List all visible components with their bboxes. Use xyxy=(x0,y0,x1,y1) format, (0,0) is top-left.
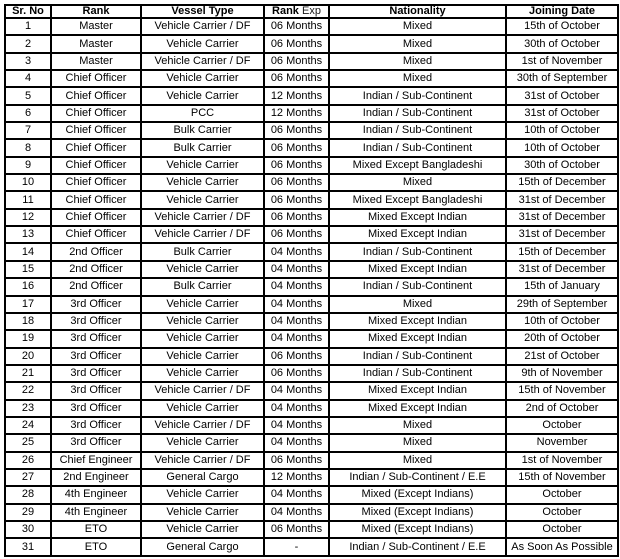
cell-vessel-type: Vehicle Carrier xyxy=(141,35,264,52)
column-header-label: Joining Date xyxy=(528,5,595,17)
cell-vessel-type: Vehicle Carrier xyxy=(141,296,264,313)
cell-joining-date: 31st of December xyxy=(506,226,618,243)
cell-joining-date: October xyxy=(506,521,618,538)
table-row xyxy=(5,243,618,260)
cell-rank-exp: 06 Months xyxy=(264,70,329,87)
cell-nationality: Mixed xyxy=(329,53,506,70)
column-header-label: Rank xyxy=(82,5,110,17)
cell-rank-exp: 06 Months xyxy=(264,365,329,382)
table-row xyxy=(5,87,618,104)
column-header-label: Vessel Type xyxy=(171,5,234,17)
cell-rank: 3rd Officer xyxy=(51,434,141,451)
cell-nationality: Mixed Except Bangladeshi xyxy=(329,157,506,174)
cell-joining-date: 2nd of October xyxy=(506,400,618,417)
cell-vessel-type: Vehicle Carrier / DF xyxy=(141,452,264,469)
cell-vessel-type: Bulk Carrier xyxy=(141,122,264,139)
cell-rank: 2nd Engineer xyxy=(51,469,141,486)
cell-joining-date: 20th of October xyxy=(506,330,618,347)
cell-joining-date: 15th of January xyxy=(506,278,618,295)
cell-rank: 2nd Officer xyxy=(51,243,141,260)
cell-sr-no: 22 xyxy=(5,382,51,399)
cell-joining-date: November xyxy=(506,434,618,451)
cell-sr-no: 29 xyxy=(5,504,51,521)
cell-rank: 2nd Officer xyxy=(51,261,141,278)
cell-rank: Chief Officer xyxy=(51,209,141,226)
cell-sr-no: 10 xyxy=(5,174,51,191)
cell-vessel-type: PCC xyxy=(141,105,264,122)
cell-rank-exp: 06 Months xyxy=(264,452,329,469)
cell-rank-exp: 06 Months xyxy=(264,174,329,191)
cell-joining-date: 31st of December xyxy=(506,209,618,226)
cell-rank: Chief Officer xyxy=(51,122,141,139)
cell-nationality: Indian / Sub-Continent xyxy=(329,105,506,122)
cell-vessel-type: Vehicle Carrier xyxy=(141,191,264,208)
cell-vessel-type: Vehicle Carrier xyxy=(141,261,264,278)
cell-sr-no: 8 xyxy=(5,139,51,156)
cell-rank-exp: 04 Months xyxy=(264,278,329,295)
cell-sr-no: 16 xyxy=(5,278,51,295)
table-row xyxy=(5,139,618,156)
cell-rank-exp: 04 Months xyxy=(264,382,329,399)
cell-nationality: Mixed Except Indian xyxy=(329,226,506,243)
cell-joining-date: 30th of October xyxy=(506,35,618,52)
cell-vessel-type: Bulk Carrier xyxy=(141,243,264,260)
cell-rank-exp: 04 Months xyxy=(264,296,329,313)
cell-joining-date: 15th of October xyxy=(506,18,618,35)
table-row xyxy=(5,191,618,208)
cell-vessel-type: Vehicle Carrier xyxy=(141,400,264,417)
cell-joining-date: 1st of November xyxy=(506,53,618,70)
cell-vessel-type: Bulk Carrier xyxy=(141,139,264,156)
table-row xyxy=(5,400,618,417)
cell-rank-exp: 04 Months xyxy=(264,417,329,434)
cell-rank: ETO xyxy=(51,538,141,556)
cell-rank-exp: 06 Months xyxy=(264,18,329,35)
cell-rank-exp: 12 Months xyxy=(264,87,329,104)
cell-rank: Chief Officer xyxy=(51,191,141,208)
cell-sr-no: 5 xyxy=(5,87,51,104)
cell-nationality: Indian / Sub-Continent xyxy=(329,87,506,104)
cell-sr-no: 11 xyxy=(5,191,51,208)
cell-rank: Chief Officer xyxy=(51,105,141,122)
cell-joining-date: 15th of November xyxy=(506,382,618,399)
cell-vessel-type: Vehicle Carrier xyxy=(141,365,264,382)
cell-vessel-type: Vehicle Carrier xyxy=(141,70,264,87)
cell-nationality: Mixed Except Indian xyxy=(329,330,506,347)
cell-vessel-type: Vehicle Carrier xyxy=(141,174,264,191)
cell-joining-date: 30th of September xyxy=(506,70,618,87)
cell-nationality: Mixed xyxy=(329,70,506,87)
cell-rank: ETO xyxy=(51,521,141,538)
table-row xyxy=(5,278,618,295)
cell-vessel-type: General Cargo xyxy=(141,469,264,486)
table-row xyxy=(5,330,618,347)
cell-rank-exp: 04 Months xyxy=(264,486,329,503)
cell-vessel-type: Vehicle Carrier xyxy=(141,521,264,538)
cell-vessel-type: Vehicle Carrier / DF xyxy=(141,382,264,399)
cell-joining-date: October xyxy=(506,504,618,521)
cell-sr-no: 21 xyxy=(5,365,51,382)
cell-vessel-type: Vehicle Carrier / DF xyxy=(141,18,264,35)
cell-rank-exp: 06 Months xyxy=(264,348,329,365)
cell-sr-no: 24 xyxy=(5,417,51,434)
cell-joining-date: October xyxy=(506,486,618,503)
cell-sr-no: 14 xyxy=(5,243,51,260)
cell-joining-date: 30th of October xyxy=(506,157,618,174)
cell-joining-date: As Soon As Possible xyxy=(506,538,618,556)
cell-nationality: Mixed xyxy=(329,296,506,313)
column-header-rank-exp xyxy=(264,5,329,18)
cell-joining-date: 31st of December xyxy=(506,261,618,278)
column-header-label-suffix: Exp xyxy=(302,5,321,17)
cell-rank-exp: 04 Months xyxy=(264,434,329,451)
cell-rank-exp: 12 Months xyxy=(264,105,329,122)
cell-rank-exp: 06 Months xyxy=(264,53,329,70)
cell-rank: Chief Officer xyxy=(51,139,141,156)
cell-vessel-type: Vehicle Carrier xyxy=(141,87,264,104)
cell-sr-no: 9 xyxy=(5,157,51,174)
cell-rank: Chief Officer xyxy=(51,174,141,191)
cell-nationality: Indian / Sub-Continent xyxy=(329,278,506,295)
table-row xyxy=(5,313,618,330)
column-header-sr-no xyxy=(5,5,51,18)
cell-rank-exp: 06 Months xyxy=(264,157,329,174)
cell-sr-no: 13 xyxy=(5,226,51,243)
cell-joining-date: 10th of October xyxy=(506,313,618,330)
cell-nationality: Mixed Except Indian xyxy=(329,261,506,278)
cell-sr-no: 23 xyxy=(5,400,51,417)
cell-nationality: Indian / Sub-Continent xyxy=(329,365,506,382)
cell-nationality: Mixed xyxy=(329,35,506,52)
table-row xyxy=(5,296,618,313)
cell-vessel-type: Bulk Carrier xyxy=(141,278,264,295)
table-row xyxy=(5,122,618,139)
cell-nationality: Mixed xyxy=(329,174,506,191)
cell-joining-date: 29th of September xyxy=(506,296,618,313)
table-row xyxy=(5,174,618,191)
cell-rank-exp: 06 Months xyxy=(264,521,329,538)
table-row xyxy=(5,452,618,469)
cell-joining-date: 31st of October xyxy=(506,105,618,122)
table-row xyxy=(5,538,618,556)
cell-vessel-type: Vehicle Carrier xyxy=(141,434,264,451)
cell-sr-no: 2 xyxy=(5,35,51,52)
table-row xyxy=(5,209,618,226)
table-row xyxy=(5,226,618,243)
cell-joining-date: 15th of December xyxy=(506,174,618,191)
cell-nationality: Mixed xyxy=(329,434,506,451)
cell-sr-no: 27 xyxy=(5,469,51,486)
cell-sr-no: 4 xyxy=(5,70,51,87)
table-row xyxy=(5,417,618,434)
column-header-nationality xyxy=(329,5,506,18)
cell-sr-no: 17 xyxy=(5,296,51,313)
cell-joining-date: 31st of December xyxy=(506,191,618,208)
cell-rank: 3rd Officer xyxy=(51,417,141,434)
cell-rank-exp: 06 Months xyxy=(264,122,329,139)
cell-nationality: Mixed Except Indian xyxy=(329,382,506,399)
cell-nationality: Mixed (Except Indians) xyxy=(329,521,506,538)
cell-vessel-type: Vehicle Carrier xyxy=(141,348,264,365)
column-header-joining-date xyxy=(506,5,618,18)
cell-sr-no: 28 xyxy=(5,486,51,503)
table-row xyxy=(5,434,618,451)
cell-nationality: Mixed Except Indian xyxy=(329,400,506,417)
cell-rank: Chief Officer xyxy=(51,157,141,174)
cell-sr-no: 26 xyxy=(5,452,51,469)
table-row xyxy=(5,504,618,521)
cell-rank: 3rd Officer xyxy=(51,313,141,330)
cell-nationality: Mixed xyxy=(329,417,506,434)
cell-rank: 4th Engineer xyxy=(51,504,141,521)
cell-joining-date: 21st of October xyxy=(506,348,618,365)
table-row xyxy=(5,157,618,174)
cell-sr-no: 25 xyxy=(5,434,51,451)
table-body xyxy=(5,18,618,556)
cell-rank-exp: 06 Months xyxy=(264,191,329,208)
table-row xyxy=(5,521,618,538)
cell-joining-date: 15th of December xyxy=(506,243,618,260)
cell-nationality: Indian / Sub-Continent / E.E xyxy=(329,538,506,556)
cell-vessel-type: Vehicle Carrier xyxy=(141,330,264,347)
cell-vessel-type: General Cargo xyxy=(141,538,264,556)
cell-rank-exp: 04 Months xyxy=(264,313,329,330)
cell-rank-exp: 04 Months xyxy=(264,400,329,417)
column-header-rank xyxy=(51,5,141,18)
cell-rank-exp: 06 Months xyxy=(264,209,329,226)
cell-nationality: Mixed (Except Indians) xyxy=(329,486,506,503)
cell-rank: 3rd Officer xyxy=(51,296,141,313)
column-header-label: Sr. No xyxy=(12,5,44,17)
table-row xyxy=(5,486,618,503)
cell-rank-exp: 04 Months xyxy=(264,330,329,347)
cell-rank: 3rd Officer xyxy=(51,382,141,399)
cell-rank: Master xyxy=(51,53,141,70)
crew-vacancy-table xyxy=(4,4,619,557)
cell-rank-exp: 04 Months xyxy=(264,504,329,521)
cell-vessel-type: Vehicle Carrier / DF xyxy=(141,53,264,70)
cell-joining-date: 9th of November xyxy=(506,365,618,382)
cell-rank: Chief Officer xyxy=(51,87,141,104)
table-row xyxy=(5,35,618,52)
cell-sr-no: 6 xyxy=(5,105,51,122)
cell-joining-date: 10th of October xyxy=(506,122,618,139)
cell-vessel-type: Vehicle Carrier xyxy=(141,313,264,330)
cell-nationality: Mixed Except Indian xyxy=(329,209,506,226)
column-header-label: Rank xyxy=(272,5,302,17)
table-row xyxy=(5,70,618,87)
cell-vessel-type: Vehicle Carrier / DF xyxy=(141,417,264,434)
cell-rank: Master xyxy=(51,35,141,52)
cell-vessel-type: Vehicle Carrier / DF xyxy=(141,226,264,243)
column-header-label: Nationality xyxy=(389,5,446,17)
cell-joining-date: 10th of October xyxy=(506,139,618,156)
table-row xyxy=(5,261,618,278)
cell-sr-no: 30 xyxy=(5,521,51,538)
cell-vessel-type: Vehicle Carrier xyxy=(141,486,264,503)
cell-joining-date: October xyxy=(506,417,618,434)
table-row xyxy=(5,18,618,35)
cell-nationality: Indian / Sub-Continent / E.E xyxy=(329,469,506,486)
cell-rank-exp: - xyxy=(264,538,329,556)
cell-rank-exp: 04 Months xyxy=(264,261,329,278)
table-row xyxy=(5,365,618,382)
cell-rank: Chief Officer xyxy=(51,70,141,87)
cell-rank: 3rd Officer xyxy=(51,330,141,347)
column-header-vessel-type xyxy=(141,5,264,18)
cell-sr-no: 19 xyxy=(5,330,51,347)
cell-rank: Chief Engineer xyxy=(51,452,141,469)
cell-sr-no: 7 xyxy=(5,122,51,139)
cell-rank-exp: 04 Months xyxy=(264,243,329,260)
cell-nationality: Indian / Sub-Continent xyxy=(329,348,506,365)
cell-nationality: Indian / Sub-Continent xyxy=(329,243,506,260)
cell-vessel-type: Vehicle Carrier xyxy=(141,504,264,521)
cell-sr-no: 31 xyxy=(5,538,51,556)
cell-rank-exp: 06 Months xyxy=(264,226,329,243)
cell-sr-no: 3 xyxy=(5,53,51,70)
cell-joining-date: 1st of November xyxy=(506,452,618,469)
cell-rank: 2nd Officer xyxy=(51,278,141,295)
cell-nationality: Indian / Sub-Continent xyxy=(329,122,506,139)
cell-nationality: Mixed xyxy=(329,452,506,469)
cell-rank: Chief Officer xyxy=(51,226,141,243)
cell-vessel-type: Vehicle Carrier / DF xyxy=(141,209,264,226)
cell-nationality: Mixed (Except Indians) xyxy=(329,504,506,521)
table-header-row xyxy=(5,5,618,18)
cell-sr-no: 18 xyxy=(5,313,51,330)
cell-sr-no: 15 xyxy=(5,261,51,278)
cell-nationality: Mixed xyxy=(329,18,506,35)
cell-rank-exp: 12 Months xyxy=(264,469,329,486)
cell-nationality: Mixed Except Bangladeshi xyxy=(329,191,506,208)
cell-joining-date: 15th of November xyxy=(506,469,618,486)
cell-rank: 3rd Officer xyxy=(51,400,141,417)
cell-rank: 3rd Officer xyxy=(51,348,141,365)
table-row xyxy=(5,469,618,486)
cell-rank: 4th Engineer xyxy=(51,486,141,503)
cell-sr-no: 1 xyxy=(5,18,51,35)
table-row xyxy=(5,348,618,365)
table-row xyxy=(5,53,618,70)
cell-nationality: Indian / Sub-Continent xyxy=(329,139,506,156)
header-row xyxy=(5,5,618,18)
cell-sr-no: 12 xyxy=(5,209,51,226)
cell-joining-date: 31st of October xyxy=(506,87,618,104)
cell-nationality: Mixed Except Indian xyxy=(329,313,506,330)
cell-rank-exp: 06 Months xyxy=(264,35,329,52)
cell-sr-no: 20 xyxy=(5,348,51,365)
cell-vessel-type: Vehicle Carrier xyxy=(141,157,264,174)
cell-rank: Master xyxy=(51,18,141,35)
table-row xyxy=(5,382,618,399)
cell-rank-exp: 06 Months xyxy=(264,139,329,156)
table-row xyxy=(5,105,618,122)
cell-rank: 3rd Officer xyxy=(51,365,141,382)
